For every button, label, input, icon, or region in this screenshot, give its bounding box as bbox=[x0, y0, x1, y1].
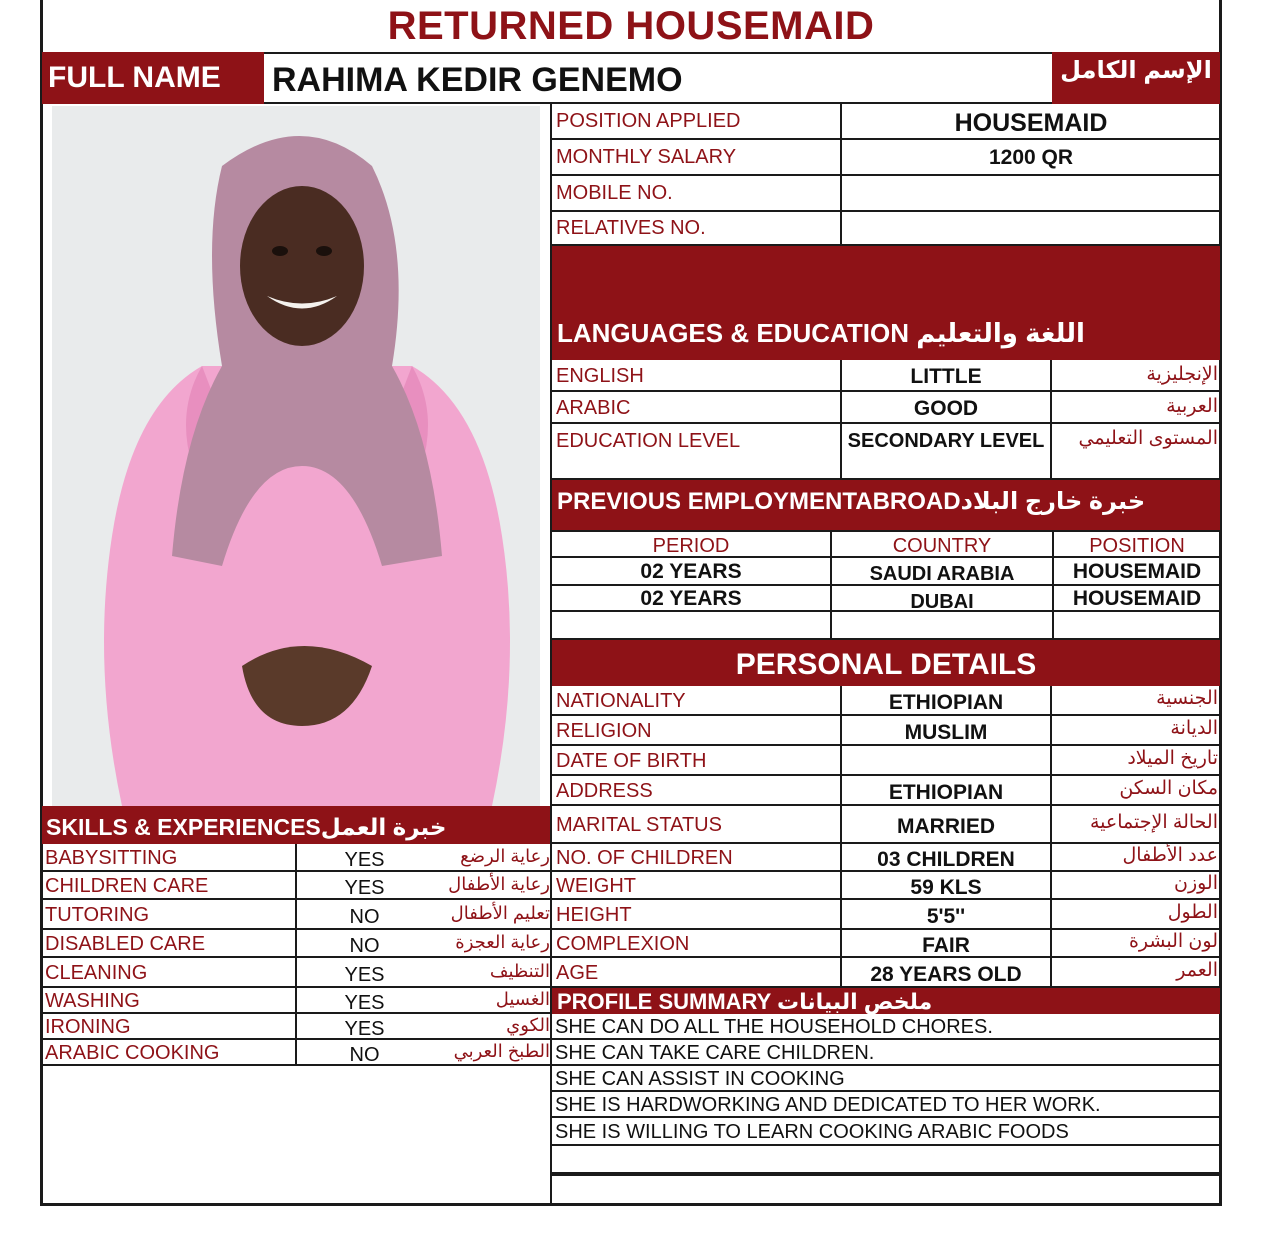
candidate-photo bbox=[52, 106, 540, 806]
employment-country: DUBAI bbox=[832, 586, 1054, 610]
page-title: RETURNED HOUSEMAID bbox=[387, 4, 875, 48]
personal-row-address bbox=[552, 776, 1220, 806]
skill-label: WASHING bbox=[42, 988, 297, 1012]
employment-heading-bar bbox=[552, 480, 1220, 530]
personal-value: 28 YEARS OLD bbox=[842, 958, 1052, 986]
education-level-value: SECONDARY LEVEL bbox=[842, 424, 1052, 478]
arabic-label: ARABIC bbox=[552, 392, 842, 422]
skill-label-ar: الغسيل bbox=[495, 989, 550, 1009]
skill-row bbox=[42, 900, 550, 930]
skill-label-ar: الطبخ العربي bbox=[453, 1041, 550, 1061]
full-name-row bbox=[42, 52, 1220, 104]
personal-label-ar: مكان السكن bbox=[1119, 778, 1218, 799]
skills-heading-ar: خبرة العمل bbox=[320, 814, 447, 840]
personal-label-ar: الوزن bbox=[1173, 873, 1218, 894]
mobile-no-label: MOBILE NO. bbox=[552, 176, 842, 210]
personal-label-ar: الديانة bbox=[1170, 718, 1218, 739]
personal-label-ar: العمر bbox=[1176, 960, 1218, 981]
personal-value: 59 KLS bbox=[842, 872, 1052, 898]
personal-value: 5'5'' bbox=[842, 900, 1052, 928]
personal-value: MARRIED bbox=[842, 806, 1052, 842]
employment-country: SAUDI ARABIA bbox=[832, 558, 1054, 584]
monthly-salary-label: MONTHLY SALARY bbox=[552, 140, 842, 174]
summary-line: SHE CAN DO ALL THE HOUSEHOLD CHORES. bbox=[552, 1014, 1220, 1040]
personal-row-complexion bbox=[552, 930, 1220, 958]
summary-line bbox=[552, 1146, 1220, 1174]
personal-row-marital-status bbox=[552, 806, 1220, 844]
personal-label: AGE bbox=[552, 958, 842, 986]
skill-label-ar: رعاية العجزة bbox=[455, 932, 550, 952]
position-applied-value: HOUSEMAID bbox=[954, 109, 1108, 137]
skill-label-ar: رعاية الأطفال bbox=[448, 874, 550, 894]
relatives-no-value bbox=[842, 212, 1220, 244]
skill-label-ar: الكوي bbox=[506, 1015, 550, 1035]
skill-label: IRONING bbox=[42, 1014, 297, 1038]
skill-label: TUTORING bbox=[42, 900, 297, 928]
personal-label-ar: الطول bbox=[1167, 902, 1218, 923]
personal-label-ar: الجنسية bbox=[1156, 688, 1218, 709]
english-label: ENGLISH bbox=[552, 360, 842, 390]
employment-period: 02 YEARS bbox=[552, 586, 832, 610]
country-header: COUNTRY bbox=[832, 532, 1054, 556]
personal-row-height bbox=[552, 900, 1220, 930]
monthly-salary-value: 1200 QR bbox=[988, 146, 1074, 169]
personal-label: NATIONALITY bbox=[552, 686, 842, 714]
skill-label: DISABLED CARE bbox=[42, 930, 297, 956]
mobile-no-row bbox=[552, 176, 1220, 212]
personal-label: WEIGHT bbox=[552, 872, 842, 898]
skill-label-ar: التنظيف bbox=[489, 961, 550, 981]
skill-value: NO bbox=[349, 935, 380, 956]
employment-position: HOUSEMAID bbox=[1072, 560, 1202, 583]
education-level-label: EDUCATION LEVEL bbox=[552, 424, 842, 478]
languages-heading-bar bbox=[552, 246, 1220, 360]
skill-row bbox=[42, 958, 550, 988]
center-divider bbox=[550, 104, 552, 1206]
summary-bottom-line bbox=[552, 1174, 1220, 1176]
personal-row-no-of-children bbox=[552, 844, 1220, 872]
skill-value: YES bbox=[344, 964, 385, 986]
period-header: PERIOD bbox=[552, 532, 832, 556]
personal-row-age bbox=[552, 958, 1220, 988]
skill-value: YES bbox=[344, 992, 385, 1012]
summary-line: SHE CAN TAKE CARE CHILDREN. bbox=[552, 1040, 1220, 1066]
personal-label: COMPLEXION bbox=[552, 930, 842, 956]
position-applied-label: POSITION APPLIED bbox=[552, 104, 842, 138]
skill-value: NO bbox=[349, 906, 380, 928]
personal-value: FAIR bbox=[842, 930, 1052, 956]
monthly-salary-row bbox=[552, 140, 1220, 176]
summary-heading-bar bbox=[552, 988, 1220, 1014]
summary-line: SHE IS WILLING TO LEARN COOKING ARABIC FOODS bbox=[552, 1118, 1220, 1146]
personal-label: ADDRESS bbox=[552, 776, 842, 804]
languages-heading-ar: اللغة والتعليم bbox=[916, 318, 1085, 348]
personal-label: NO. OF CHILDREN bbox=[552, 844, 842, 870]
personal-label-ar: عدد الأطفال bbox=[1122, 845, 1218, 866]
language-row-education bbox=[552, 424, 1220, 480]
employment-row-empty bbox=[552, 612, 1220, 640]
summary-heading-ar: ملخص البيانات bbox=[777, 989, 933, 1014]
english-value: LITTLE bbox=[842, 360, 1052, 390]
position-applied-row bbox=[552, 104, 1220, 140]
education-level-label-ar: المستوى التعليمي bbox=[1078, 428, 1218, 449]
summary-heading: PROFILE SUMMARY bbox=[557, 989, 771, 1014]
personal-value: ETHIOPIAN bbox=[842, 686, 1052, 714]
position-header: POSITION bbox=[1089, 535, 1185, 556]
employment-row bbox=[552, 558, 1220, 586]
employment-header-row bbox=[552, 530, 1220, 558]
personal-label-ar: الحالة الإجتماعية bbox=[1090, 812, 1218, 833]
personal-label: RELIGION bbox=[552, 716, 842, 744]
personal-value: MUSLIM bbox=[842, 716, 1052, 744]
skills-heading-bar bbox=[42, 806, 550, 844]
personal-row-nationality bbox=[552, 686, 1220, 716]
skill-value: NO bbox=[349, 1044, 380, 1064]
skill-label-ar: رعاية الرضع bbox=[460, 846, 550, 866]
summary-line: SHE IS HARDWORKING AND DEDICATED TO HER WORK. bbox=[552, 1092, 1220, 1118]
personal-details-heading: PERSONAL DETAILS bbox=[552, 640, 1220, 686]
relatives-no-label: RELATIVES NO. bbox=[552, 212, 842, 244]
skill-row bbox=[42, 872, 550, 900]
english-label-ar: الإنجليزية bbox=[1146, 364, 1218, 385]
personal-label: MARITAL STATUS bbox=[552, 806, 842, 842]
full-name-value: RAHIMA KEDIR GENEMO bbox=[264, 52, 1052, 104]
skill-label: BABYSITTING bbox=[42, 844, 297, 870]
person-photo-icon bbox=[52, 106, 540, 806]
employment-heading-ar: خبرة خارج البلاد bbox=[960, 488, 1146, 515]
arabic-label-ar: العربية bbox=[1166, 396, 1218, 417]
personal-row-weight bbox=[552, 872, 1220, 900]
relatives-no-row bbox=[552, 212, 1220, 246]
skill-row bbox=[42, 988, 550, 1014]
personal-value bbox=[842, 746, 1052, 774]
skill-row bbox=[42, 1014, 550, 1040]
personal-label-ar: لون البشرة bbox=[1128, 931, 1218, 952]
employment-period: 02 YEARS bbox=[552, 558, 832, 584]
skill-label: ARABIC COOKING bbox=[42, 1040, 297, 1064]
language-row-english bbox=[552, 360, 1220, 392]
skill-row bbox=[42, 844, 550, 872]
skill-label-ar: تعليم الأطفال bbox=[450, 903, 550, 923]
personal-row-religion bbox=[552, 716, 1220, 746]
personal-row-date-of-birth bbox=[552, 746, 1220, 776]
language-row-arabic bbox=[552, 392, 1220, 424]
personal-value: 03 CHILDREN bbox=[842, 844, 1052, 870]
skill-label: CHILDREN CARE bbox=[42, 872, 297, 898]
full-name-label: FULL NAME bbox=[42, 52, 264, 104]
mobile-no-value bbox=[842, 176, 1220, 210]
skill-row bbox=[42, 1040, 550, 1066]
skill-value: YES bbox=[344, 877, 385, 898]
personal-label-ar: تاريخ الميلاد bbox=[1127, 748, 1218, 769]
skill-value: YES bbox=[344, 849, 385, 870]
arabic-value: GOOD bbox=[842, 392, 1052, 422]
personal-label: HEIGHT bbox=[552, 900, 842, 928]
languages-heading: LANGUAGES & EDUCATION bbox=[557, 318, 909, 348]
skill-label: CLEANING bbox=[42, 958, 297, 986]
personal-label: DATE OF BIRTH bbox=[552, 746, 842, 774]
skill-row bbox=[42, 930, 550, 958]
full-name-label-ar: الإسم الكامل bbox=[1052, 52, 1220, 104]
employment-heading: PREVIOUS EMPLOYMENTABROAD bbox=[557, 488, 961, 515]
personal-value: ETHIOPIAN bbox=[842, 776, 1052, 804]
employment-row bbox=[552, 586, 1220, 612]
summary-line: SHE CAN ASSIST IN COOKING bbox=[552, 1066, 1220, 1092]
employment-position: HOUSEMAID bbox=[1072, 587, 1202, 610]
skills-heading: SKILLS & EXPERIENCES bbox=[46, 814, 321, 840]
skill-value: YES bbox=[344, 1018, 385, 1038]
